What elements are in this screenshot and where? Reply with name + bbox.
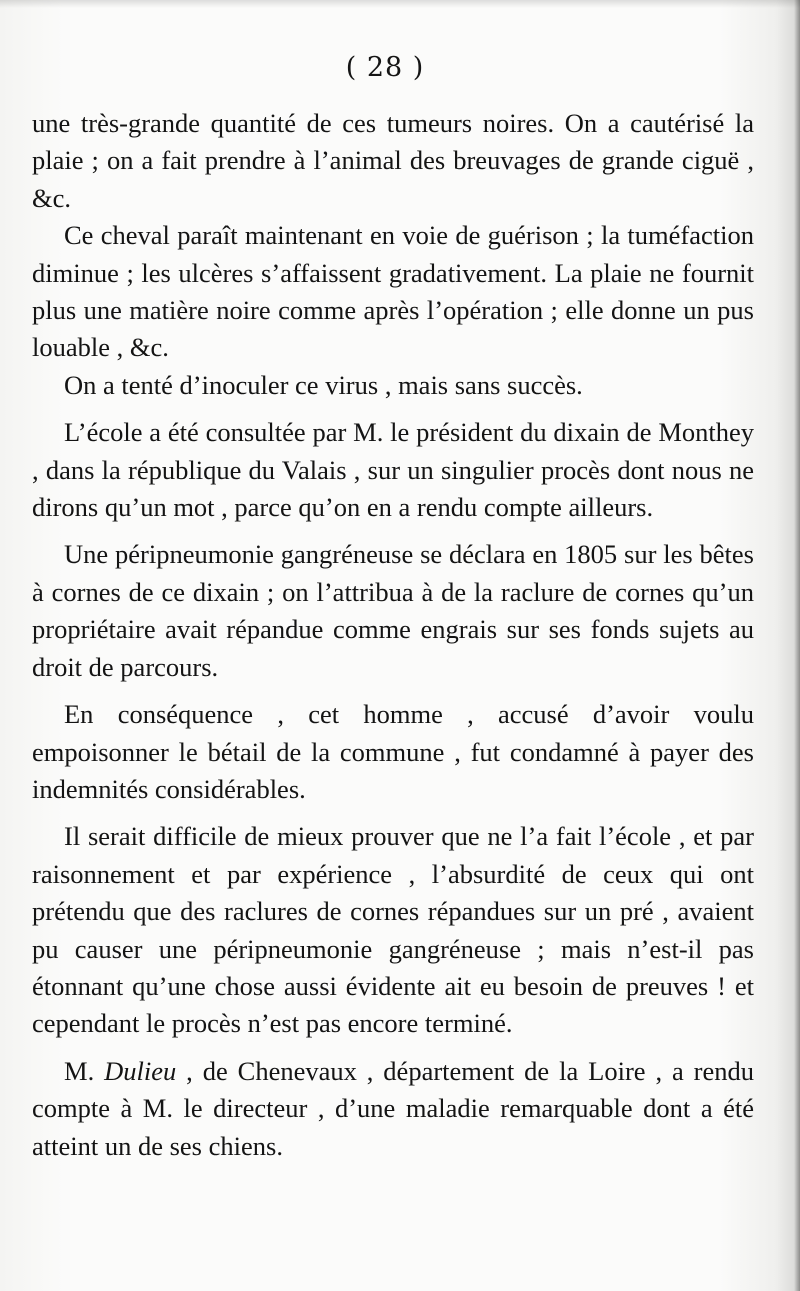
paragraph-continuation: une très-grande quantité de ces tumeurs noires. On a cautérisé la plaie ; on a fait prendre à l’animal des breuvages de grande ciguë , &c. (32, 108, 754, 213)
paragraph-peripneumonia: Une péripneumonie gangréneuse se déclara en 1805 sur les bêtes à cornes de ce dixain ; on l’attribua à de la raclure de cornes qu’un propriétaire avait répandue comme engrais sur ses fonds sujets au droit de parcours. (32, 539, 754, 682)
paragraph-consequence: En conséquence , cet homme , accusé d’avoir voulu empoisonner le bétail de la commune , fut condamné à payer des indemnités considérables. (32, 699, 754, 804)
paragraph-school-consulted: L’école a été consultée par M. le président du dixain de Monthey , dans la république du Valais , sur un singulier procès dont nous ne dirons qu’un mot , parce qu’on en a rendu compte ailleurs. (32, 417, 754, 523)
paragraph-dulieu-report (32, 1053, 754, 1165)
page-right-edge-shadow (794, 0, 800, 1291)
dulieu-text: , de Chenevaux , département de la Loire , a rendu compte à M. le directeur , d’une maladie remarquable dont a été atteint un de ses chiens. (32, 1055, 755, 1161)
page-top-shadow (0, 0, 800, 8)
paragraph-difficult-proof: Il serait difficile de mieux prouver que ne l’a fait l’école , et par raisonnement et par expérience , l’absurdité de ceux qui ont prétendu que des raclures de cornes répandues sur un pré , avaient pu causer une péripneumonie gangréneuse ; mais n’est-il pas étonnant qu’une chose aussi évidente ait eu besoin de preuves ! et cependant le procès n’est pas encore terminé. (32, 821, 754, 1039)
paragraph-horse-recovery: Ce cheval paraît maintenant en voie de guérison ; la tuméfaction diminue ; les ulcères s’affaissent gradativement. La plaie ne fournit plus une matière noire comme après l’opération ; elle donne un pus louable , &c. (32, 220, 754, 363)
dulieu-prefix: M. (64, 1055, 95, 1086)
paragraph-inoculation: On a tenté d’inoculer ce virus , mais sans succès. (64, 369, 583, 400)
text-body (32, 105, 754, 1165)
dulieu-name: Dulieu (104, 1055, 177, 1086)
page-number: ( 28 ) (345, 52, 425, 83)
